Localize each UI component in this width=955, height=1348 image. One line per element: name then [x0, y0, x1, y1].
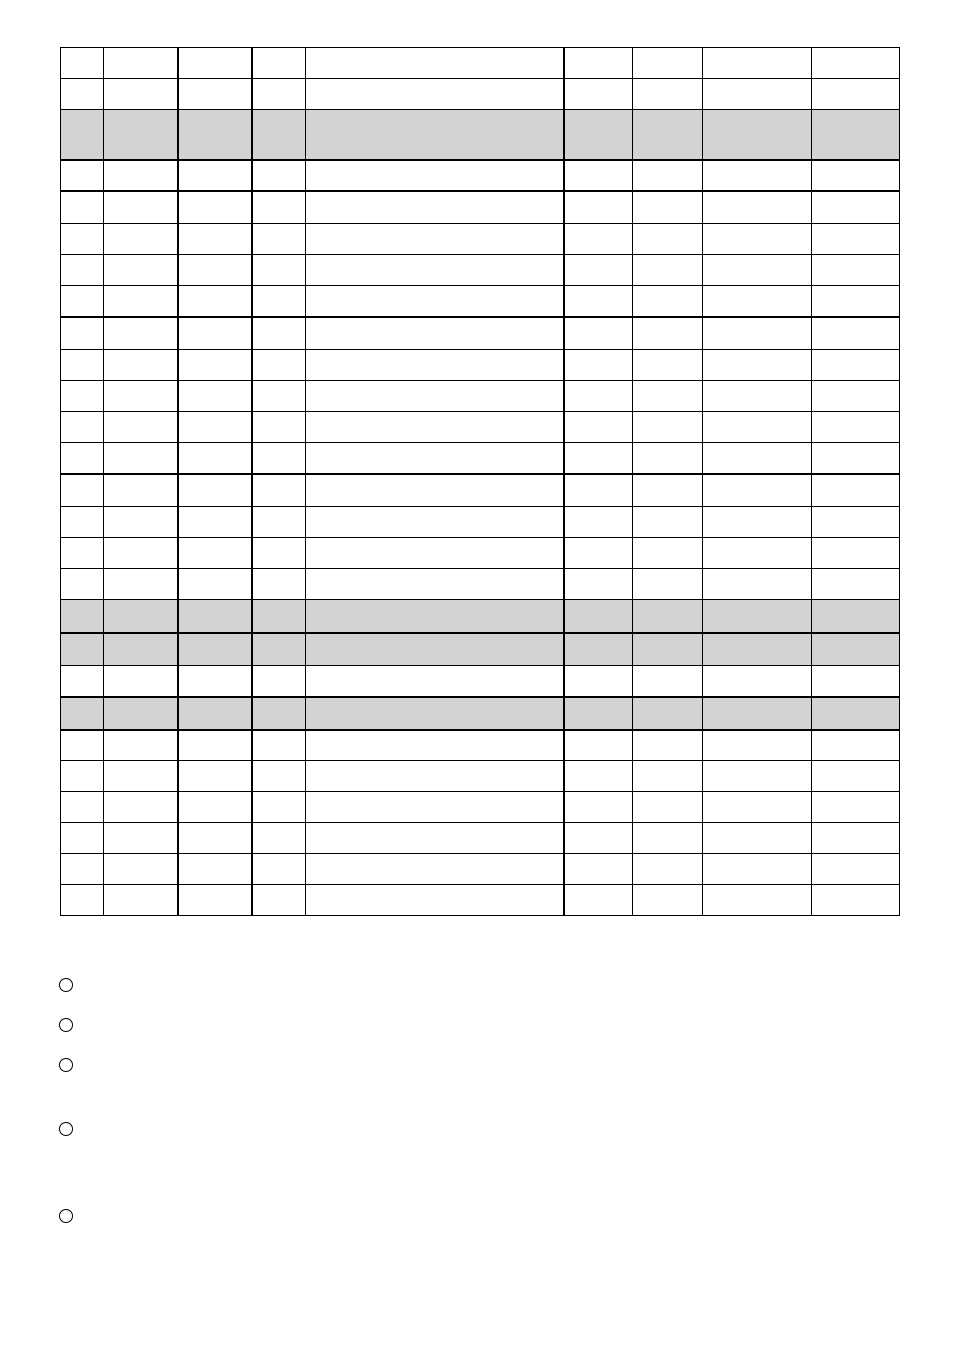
- table-cell: [633, 666, 703, 697]
- table-cell: [178, 761, 252, 792]
- table-cell: [252, 286, 306, 317]
- table-cell: [306, 412, 564, 443]
- table-cell: [633, 600, 703, 633]
- table-cell: [178, 569, 252, 600]
- table-cell: [104, 569, 178, 600]
- table-cell: [703, 160, 812, 191]
- table-cell: [104, 823, 178, 854]
- table-cell: [564, 697, 633, 730]
- table-cell: [252, 854, 306, 885]
- table-cell: [61, 730, 104, 761]
- table-cell: [61, 255, 104, 286]
- table-cell: [306, 79, 564, 110]
- table-cell: [252, 110, 306, 160]
- table-cell: [564, 443, 633, 474]
- table-cell: [812, 792, 900, 823]
- table-cell: [564, 48, 633, 79]
- table-row: [61, 381, 900, 412]
- table-row: [61, 474, 900, 507]
- table-cell: [633, 885, 703, 916]
- table-cell: [703, 697, 812, 730]
- table-cell: [178, 697, 252, 730]
- table-cell: [703, 286, 812, 317]
- circle-icon: [59, 978, 73, 992]
- table-cell: [564, 538, 633, 569]
- table-row: [61, 761, 900, 792]
- table-cell: [306, 697, 564, 730]
- table-cell: [104, 854, 178, 885]
- table-cell: [178, 507, 252, 538]
- circle-icon: [59, 1058, 73, 1072]
- table-cell: [104, 443, 178, 474]
- table-cell: [61, 854, 104, 885]
- table-cell: [104, 761, 178, 792]
- table-cell: [104, 160, 178, 191]
- table-cell: [61, 48, 104, 79]
- table-cell: [306, 730, 564, 761]
- table-cell: [252, 191, 306, 224]
- table-cell: [633, 350, 703, 381]
- table-cell: [812, 666, 900, 697]
- table-cell: [633, 507, 703, 538]
- table-cell: [61, 443, 104, 474]
- table-cell: [812, 286, 900, 317]
- table-cell: [252, 160, 306, 191]
- table-cell: [633, 474, 703, 507]
- table-cell: [633, 286, 703, 317]
- table-cell: [703, 381, 812, 412]
- table-cell: [812, 885, 900, 916]
- table-cell: [703, 792, 812, 823]
- table-cell: [633, 79, 703, 110]
- table-cell: [703, 412, 812, 443]
- table-cell: [252, 255, 306, 286]
- table-cell: [252, 730, 306, 761]
- table-cell: [564, 761, 633, 792]
- table-cell: [633, 191, 703, 224]
- table-cell: [178, 666, 252, 697]
- table-cell: [252, 538, 306, 569]
- table-cell: [633, 730, 703, 761]
- table-cell: [104, 792, 178, 823]
- table-cell: [306, 666, 564, 697]
- table-cell: [104, 255, 178, 286]
- table-row: [61, 443, 900, 474]
- table-cell: [812, 317, 900, 350]
- table-cell: [703, 224, 812, 255]
- table-cell: [703, 823, 812, 854]
- table-cell: [252, 600, 306, 633]
- table-cell: [178, 286, 252, 317]
- table-row: [61, 350, 900, 381]
- table-cell: [306, 600, 564, 633]
- table-row: [61, 255, 900, 286]
- table-cell: [306, 792, 564, 823]
- table-cell: [633, 48, 703, 79]
- table-cell: [564, 823, 633, 854]
- table-cell: [306, 854, 564, 885]
- table-cell: [564, 350, 633, 381]
- table-cell: [812, 474, 900, 507]
- table-cell: [104, 885, 178, 916]
- table-row: [61, 507, 900, 538]
- table-cell: [633, 633, 703, 666]
- table-cell: [61, 191, 104, 224]
- table-cell: [633, 792, 703, 823]
- table-cell: [61, 600, 104, 633]
- table-row: [61, 79, 900, 110]
- table-cell: [703, 600, 812, 633]
- table-cell: [564, 730, 633, 761]
- table-row: [61, 633, 900, 666]
- table-cell: [104, 317, 178, 350]
- table-cell: [564, 110, 633, 160]
- table-cell: [61, 160, 104, 191]
- table-cell: [564, 633, 633, 666]
- table-cell: [178, 79, 252, 110]
- table-cell: [306, 443, 564, 474]
- table-cell: [306, 885, 564, 916]
- table-cell: [61, 79, 104, 110]
- table-cell: [61, 823, 104, 854]
- table-cell: [812, 854, 900, 885]
- table-cell: [178, 538, 252, 569]
- table-cell: [812, 79, 900, 110]
- table-cell: [633, 854, 703, 885]
- table-row: [61, 600, 900, 633]
- table-cell: [812, 730, 900, 761]
- table-cell: [61, 792, 104, 823]
- table-cell: [61, 666, 104, 697]
- table-cell: [252, 666, 306, 697]
- table-cell: [564, 507, 633, 538]
- table-cell: [61, 474, 104, 507]
- table-cell: [703, 443, 812, 474]
- table-cell: [104, 350, 178, 381]
- table-cell: [703, 255, 812, 286]
- table-cell: [178, 110, 252, 160]
- table-row: [61, 191, 900, 224]
- table-cell: [252, 79, 306, 110]
- table-cell: [564, 160, 633, 191]
- table-cell: [306, 507, 564, 538]
- table-cell: [252, 317, 306, 350]
- table-cell: [104, 381, 178, 412]
- table-cell: [104, 730, 178, 761]
- table-cell: [633, 823, 703, 854]
- table-cell: [633, 761, 703, 792]
- table-cell: [178, 160, 252, 191]
- table-cell: [178, 823, 252, 854]
- table-cell: [633, 443, 703, 474]
- table-cell: [812, 443, 900, 474]
- table-cell: [61, 633, 104, 666]
- table-cell: [104, 48, 178, 79]
- table-cell: [178, 730, 252, 761]
- table-cell: [252, 443, 306, 474]
- circle-icon: [59, 1122, 73, 1136]
- table-cell: [252, 761, 306, 792]
- table-cell: [252, 224, 306, 255]
- table-cell: [252, 885, 306, 916]
- table-cell: [633, 160, 703, 191]
- table-cell: [564, 381, 633, 412]
- table-cell: [812, 761, 900, 792]
- table-cell: [812, 381, 900, 412]
- table-cell: [61, 350, 104, 381]
- table-cell: [564, 885, 633, 916]
- table-cell: [178, 224, 252, 255]
- table-cell: [306, 48, 564, 79]
- table-row: [61, 110, 900, 160]
- table-cell: [104, 697, 178, 730]
- table-cell: [703, 110, 812, 160]
- table-cell: [306, 474, 564, 507]
- table-cell: [812, 160, 900, 191]
- table-cell: [178, 381, 252, 412]
- legend-note: [59, 1018, 83, 1032]
- table-row: [61, 317, 900, 350]
- table-cell: [564, 191, 633, 224]
- table-cell: [104, 538, 178, 569]
- table-row: [61, 697, 900, 730]
- table-cell: [306, 381, 564, 412]
- table-row: [61, 412, 900, 443]
- table-cell: [703, 666, 812, 697]
- table-cell: [178, 317, 252, 350]
- table-cell: [61, 286, 104, 317]
- table-cell: [178, 350, 252, 381]
- table-cell: [564, 600, 633, 633]
- table-cell: [306, 761, 564, 792]
- table-cell: [61, 538, 104, 569]
- table-cell: [564, 224, 633, 255]
- table-cell: [703, 633, 812, 666]
- table-row: [61, 854, 900, 885]
- table-cell: [633, 569, 703, 600]
- circle-icon: [59, 1018, 73, 1032]
- table-cell: [633, 224, 703, 255]
- data-table: [60, 47, 900, 916]
- table-row: [61, 286, 900, 317]
- table-cell: [178, 885, 252, 916]
- table-cell: [812, 697, 900, 730]
- table-cell: [564, 255, 633, 286]
- table-cell: [812, 569, 900, 600]
- table-cell: [306, 255, 564, 286]
- table-cell: [306, 286, 564, 317]
- legend-note: [59, 1122, 83, 1136]
- table-cell: [252, 823, 306, 854]
- table-cell: [61, 381, 104, 412]
- table-cell: [178, 600, 252, 633]
- table-cell: [252, 633, 306, 666]
- table-cell: [633, 317, 703, 350]
- table-cell: [178, 443, 252, 474]
- table-cell: [252, 381, 306, 412]
- table-cell: [252, 412, 306, 443]
- table-cell: [703, 48, 812, 79]
- table-cell: [61, 412, 104, 443]
- table-row: [61, 730, 900, 761]
- table-cell: [104, 110, 178, 160]
- table-cell: [61, 761, 104, 792]
- table-cell: [564, 854, 633, 885]
- table-cell: [564, 792, 633, 823]
- table-cell: [178, 474, 252, 507]
- table-cell: [306, 569, 564, 600]
- table-cell: [306, 160, 564, 191]
- table-cell: [104, 600, 178, 633]
- table-cell: [178, 412, 252, 443]
- table-cell: [812, 255, 900, 286]
- table-cell: [104, 633, 178, 666]
- table-cell: [306, 191, 564, 224]
- table-cell: [564, 317, 633, 350]
- table-cell: [633, 110, 703, 160]
- table-cell: [104, 474, 178, 507]
- table-cell: [104, 507, 178, 538]
- table-cell: [703, 730, 812, 761]
- table-row: [61, 538, 900, 569]
- table-cell: [178, 792, 252, 823]
- table-cell: [812, 48, 900, 79]
- table-cell: [306, 538, 564, 569]
- table-cell: [812, 538, 900, 569]
- table-row: [61, 224, 900, 255]
- table-cell: [812, 412, 900, 443]
- table-row: [61, 569, 900, 600]
- table-cell: [178, 633, 252, 666]
- table-cell: [812, 350, 900, 381]
- table-row: [61, 792, 900, 823]
- table-cell: [61, 507, 104, 538]
- table-cell: [703, 507, 812, 538]
- table-cell: [703, 474, 812, 507]
- table-cell: [564, 474, 633, 507]
- table-cell: [633, 412, 703, 443]
- table-cell: [633, 381, 703, 412]
- table-cell: [703, 538, 812, 569]
- table-cell: [633, 697, 703, 730]
- table-cell: [252, 792, 306, 823]
- table-cell: [306, 317, 564, 350]
- table-cell: [633, 255, 703, 286]
- table-cell: [306, 350, 564, 381]
- table-cell: [703, 350, 812, 381]
- table-cell: [703, 761, 812, 792]
- table-cell: [703, 854, 812, 885]
- table-cell: [61, 697, 104, 730]
- table-cell: [104, 666, 178, 697]
- table-cell: [252, 507, 306, 538]
- table-cell: [104, 224, 178, 255]
- table-row: [61, 48, 900, 79]
- table-cell: [812, 110, 900, 160]
- table-cell: [252, 48, 306, 79]
- table-cell: [61, 885, 104, 916]
- table-cell: [564, 666, 633, 697]
- table-cell: [252, 697, 306, 730]
- table-cell: [703, 191, 812, 224]
- table-cell: [812, 823, 900, 854]
- table-cell: [564, 569, 633, 600]
- legend-note: [59, 1058, 83, 1072]
- table-cell: [252, 474, 306, 507]
- table-cell: [252, 350, 306, 381]
- table-cell: [61, 224, 104, 255]
- legend-note: [59, 978, 83, 992]
- table-cell: [306, 633, 564, 666]
- table-cell: [61, 569, 104, 600]
- table-cell: [178, 48, 252, 79]
- table-cell: [564, 79, 633, 110]
- circle-icon: [59, 1209, 73, 1223]
- table-cell: [812, 600, 900, 633]
- table-cell: [564, 412, 633, 443]
- table-cell: [564, 286, 633, 317]
- table-cell: [812, 633, 900, 666]
- table-cell: [178, 191, 252, 224]
- table-cell: [306, 224, 564, 255]
- table-cell: [104, 79, 178, 110]
- table-cell: [812, 191, 900, 224]
- table-cell: [178, 255, 252, 286]
- table-cell: [61, 317, 104, 350]
- table-cell: [703, 317, 812, 350]
- table-row: [61, 666, 900, 697]
- table-row: [61, 823, 900, 854]
- table-cell: [703, 569, 812, 600]
- table-row: [61, 160, 900, 191]
- table-cell: [104, 286, 178, 317]
- table-cell: [178, 854, 252, 885]
- table-cell: [61, 110, 104, 160]
- table-cell: [306, 823, 564, 854]
- table-cell: [812, 507, 900, 538]
- table-cell: [812, 224, 900, 255]
- table-cell: [252, 569, 306, 600]
- table-cell: [703, 885, 812, 916]
- legend-note: [59, 1209, 83, 1223]
- table-cell: [104, 191, 178, 224]
- table-cell: [633, 538, 703, 569]
- table-cell: [306, 110, 564, 160]
- table-row: [61, 885, 900, 916]
- table-cell: [703, 79, 812, 110]
- table-cell: [104, 412, 178, 443]
